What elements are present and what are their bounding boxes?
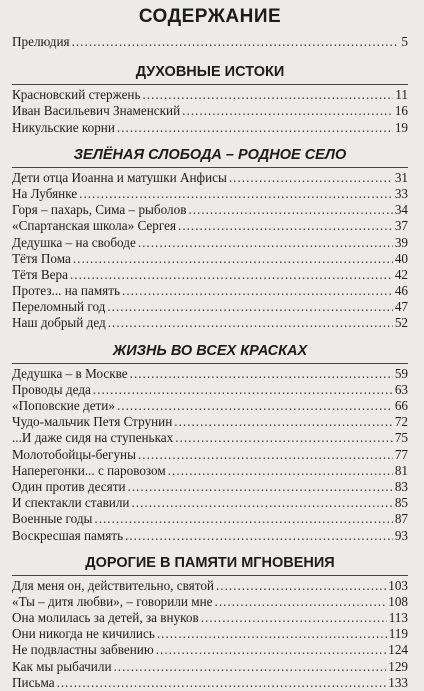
- entry-page: 19: [394, 119, 408, 135]
- toc-entry: [12, 186, 408, 202]
- dot-leader: [73, 251, 393, 267]
- entry-page: 85: [394, 495, 408, 511]
- toc-entry: [12, 299, 408, 315]
- toc-entry: [12, 120, 408, 136]
- entry-title: «Ты – дитя любви», – говорили мне: [12, 593, 213, 609]
- entry-title: Красновский стержень: [12, 87, 141, 103]
- entry-page: 75: [394, 430, 408, 446]
- toc-entry: [12, 315, 408, 331]
- dot-leader: [130, 366, 393, 382]
- entry-title: На Лубянке: [12, 185, 78, 201]
- entry-title: Чудо-мальчик Петя Струнин: [12, 414, 173, 430]
- entry-page: 33: [394, 185, 408, 201]
- entry-page: 81: [394, 462, 408, 478]
- dot-leader: [138, 447, 393, 463]
- entry-title: Горя – пахарь, Сима – рыболов: [12, 202, 187, 218]
- entry-title: Протез... на память: [12, 283, 121, 299]
- toc-entry: [12, 283, 408, 299]
- entry-page: 124: [388, 642, 408, 658]
- entry-title: Воскресшая память: [12, 527, 124, 543]
- entry-page: 133: [388, 674, 408, 690]
- dot-leader: [128, 479, 393, 495]
- toc-entry: [12, 626, 408, 642]
- dot-leader: [178, 218, 393, 234]
- toc-entry: [12, 463, 408, 479]
- dot-leader: [107, 299, 392, 315]
- toc-entry: [12, 382, 408, 398]
- section-divider: [12, 167, 408, 168]
- entry-title: Письма: [12, 674, 55, 690]
- entry-title: Молотобойцы-бегуны: [12, 446, 136, 462]
- entry-title: Тётя Вера: [12, 266, 68, 282]
- entry-title: Они никогда не кичились: [12, 626, 155, 642]
- entry-page: 16: [394, 103, 408, 119]
- entry-page: 39: [394, 234, 408, 250]
- toc-entry-prelude: [12, 34, 408, 50]
- section-heading: ЗЕЛЁНАЯ СЛОБОДА – РОДНОЕ СЕЛО: [73, 146, 347, 163]
- entry-page: 77: [394, 446, 408, 462]
- dot-leader: [79, 186, 393, 202]
- entry-page: 34: [394, 202, 408, 218]
- entry-title: Наш добрый дед: [12, 315, 106, 331]
- section-divider: [12, 84, 408, 85]
- entry-page: 129: [388, 658, 408, 674]
- toc-entry: [12, 267, 408, 283]
- entry-page: 47: [394, 299, 408, 315]
- entry-page: 108: [388, 593, 408, 609]
- toc-entry: [12, 479, 408, 495]
- entry-page: 42: [394, 266, 408, 282]
- entry-title: «Спартанская школа» Сергея: [12, 218, 177, 234]
- dot-leader: [114, 659, 387, 675]
- dot-leader: [94, 511, 392, 527]
- section-heading: ДОРОГИЕ В ПАМЯТИ МГНОВЕНИЯ: [85, 554, 335, 571]
- dot-leader: [215, 594, 387, 610]
- dot-leader: [174, 414, 393, 430]
- dot-leader: [216, 578, 386, 594]
- toc-entry: [12, 511, 408, 527]
- entry-page: 93: [394, 527, 408, 543]
- toc-section: [12, 553, 408, 691]
- entry-page: 113: [388, 610, 408, 626]
- entry-page: 40: [394, 250, 408, 266]
- toc-entry: [12, 578, 408, 594]
- dot-leader: [188, 202, 392, 218]
- entry-page: 66: [394, 398, 408, 413]
- toc-section: [12, 145, 408, 332]
- toc-entry: [12, 251, 408, 267]
- entry-title: Дети отца Иоанна и матушки Анфисы: [12, 169, 227, 185]
- entry-page: 46: [394, 283, 408, 299]
- toc-entry: [12, 170, 408, 186]
- entry-page: 52: [394, 315, 408, 331]
- entry-page: 83: [394, 478, 408, 494]
- toc-entry: [12, 675, 408, 691]
- toc-entry: [12, 202, 408, 218]
- dot-leader: [168, 463, 393, 479]
- entry-page: 87: [394, 511, 408, 527]
- entry-page: 31: [394, 169, 408, 185]
- dot-leader: [138, 235, 393, 251]
- entry-page: 103: [388, 577, 408, 593]
- dot-leader: [72, 34, 400, 50]
- toc-entry: [12, 495, 408, 511]
- entry-title: Иван Васильевич Знаменский: [12, 103, 181, 119]
- dot-leader: [122, 283, 393, 299]
- entry-title: Переломный год: [12, 299, 106, 315]
- entry-title: Тётя Пома: [12, 250, 71, 266]
- entry-title: Она молилась за детей, за внуков: [12, 610, 199, 626]
- entry-title: Дедушка – на свободе: [12, 234, 136, 250]
- toc-entry: [12, 642, 408, 658]
- toc-entry: [12, 594, 408, 610]
- entry-title: Проводы деда: [12, 381, 91, 397]
- toc-entry: [12, 87, 408, 103]
- dot-leader: [201, 610, 387, 626]
- toc-entry: [12, 528, 408, 544]
- entry-title: Один против десяти: [12, 478, 126, 494]
- toc-entry: [12, 659, 408, 675]
- entry-page: 5: [401, 34, 408, 49]
- section-divider: [12, 575, 408, 576]
- entry-title: «Поповские дети»: [12, 398, 115, 413]
- toc-section: [12, 62, 408, 136]
- entry-page: 11: [395, 87, 408, 103]
- entry-title: ...И даже сидя на ступеньках: [12, 430, 174, 446]
- dot-leader: [229, 170, 393, 186]
- dot-leader: [70, 267, 393, 283]
- dot-leader: [156, 642, 387, 658]
- toc-entry: [12, 430, 408, 446]
- dot-leader: [125, 528, 393, 544]
- entry-title: Никульские корни: [12, 119, 115, 135]
- entry-title: Для меня он, действительно, святой: [12, 577, 214, 593]
- page-title: СОДЕРЖАНИЕ: [138, 6, 282, 27]
- entry-title: Дедушка – в Москве: [12, 365, 128, 381]
- dot-leader: [143, 87, 394, 103]
- entry-page: 72: [394, 414, 408, 430]
- toc-entry: [12, 414, 408, 430]
- dot-leader: [132, 495, 393, 511]
- entry-title: И спектакли ставили: [12, 495, 130, 511]
- entry-title: Прелюдия: [12, 34, 70, 49]
- dot-leader: [93, 382, 393, 398]
- section-heading: ДУХОВНЫЕ ИСТОКИ: [135, 64, 285, 81]
- entry-title: Не подвластны забвению: [12, 642, 154, 658]
- toc-entry: [12, 366, 408, 382]
- dot-leader: [182, 103, 393, 119]
- dot-leader: [157, 626, 387, 642]
- toc-entry: [12, 610, 408, 626]
- dot-leader: [175, 430, 393, 446]
- entry-title: Как мы рыбачили: [12, 658, 112, 674]
- dot-leader: [117, 398, 393, 414]
- entry-title: Наперегонки... с паровозом: [12, 462, 166, 478]
- section-heading: ЖИЗНЬ ВО ВСЕХ КРАСКАХ: [112, 342, 308, 359]
- toc-section: [12, 341, 408, 544]
- entry-page: 119: [388, 626, 408, 642]
- section-divider: [12, 363, 408, 364]
- entry-title: Военные годы: [12, 511, 93, 527]
- toc-entry: [12, 447, 408, 463]
- toc-entry: [12, 398, 408, 414]
- entry-page: 37: [394, 218, 408, 234]
- toc-entry: [12, 218, 408, 234]
- entry-page: 63: [394, 381, 408, 397]
- entry-page: 59: [394, 365, 408, 381]
- dot-leader: [117, 120, 393, 136]
- dot-leader: [108, 315, 393, 331]
- toc-entry: [12, 235, 408, 251]
- dot-leader: [57, 675, 387, 691]
- toc-entry: [12, 103, 408, 119]
